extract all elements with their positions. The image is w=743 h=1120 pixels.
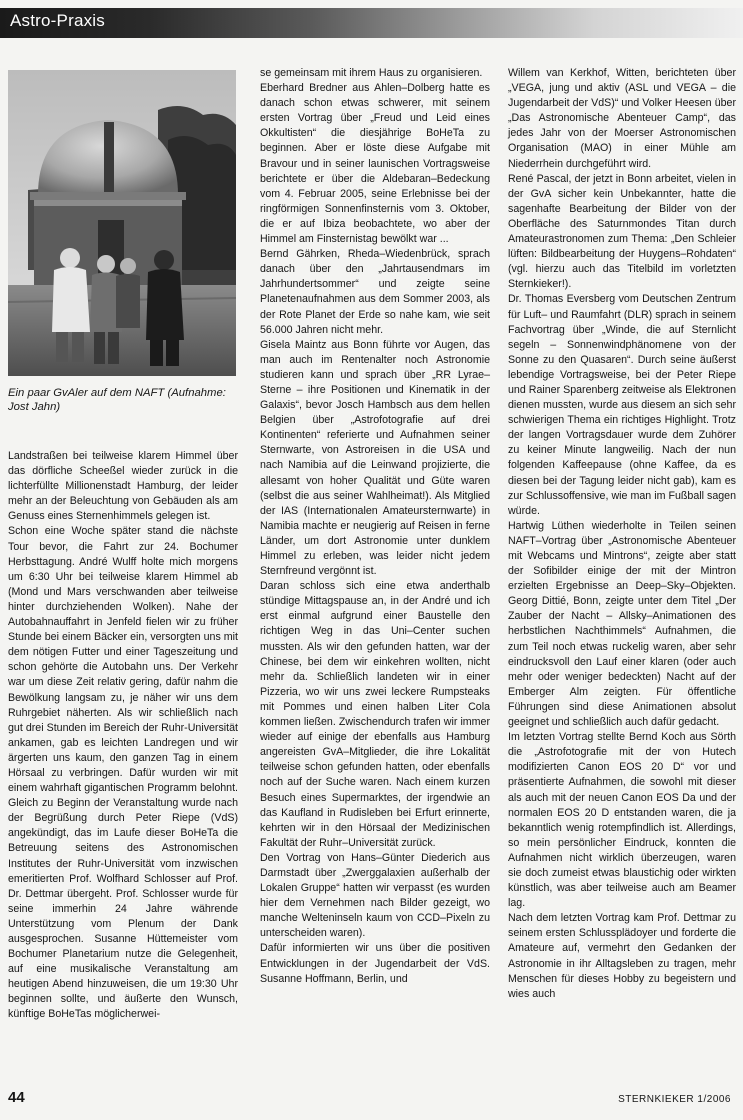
text-column-1 bbox=[8, 449, 238, 1023]
paragraph: Dr. Thomas Eversberg vom Deutschen Zentrum für Luft– und Raumfahrt (DLR) sprach in seinem Fachvortrag über „Winde, die auf Sternlicht segeln – Sonnenwindphänomene von der Sonne zu den Quasaren“. Durch seine äußerst lebendige Vortragsweise, bei der Peter Riepe und Rainer Sparenberg zeitweise als Elektronen dienen mussten, wurde aus diesem an sich sehr schwierigen Thema ein richtiges Highlight. Trotz der langen Vortragsdauer wurde dem Zuhörer zu keiner Minute langweilig. Nach der nun folgenden Kaffeepause (ohne Kaffee, da es diesen bei der Tagung leider nicht gab), kam es zur Schlussoffensive, wie man im Fußball sagen würde. bbox=[508, 293, 736, 517]
page-number: 44 bbox=[8, 1089, 25, 1106]
paragraph: Bernd Gährken, Rheda–Wiedenbrück, sprach danach über den „Jahrtausendmars im Jahrhundertsommer“ und zeigte seine Planetenaufnahmen aus dem Sommer 2003, als der Rote Planet der Erde so nahe kam, wie seit 56.000 Jahren nicht mehr. bbox=[260, 248, 490, 336]
publication-footer: STERNKIEKER 1/2006 bbox=[618, 1094, 731, 1105]
figure-caption: Ein paar GvAler auf dem NAFT (Aufnahme: Jost Jahn) bbox=[8, 387, 226, 414]
paragraph: Daran schloss sich eine etwa anderthalb stündige Mittagspause an, in der André und ich erst einmal aufgrund einer Baustelle den richtigen Weg in das Uni–Center suchen mussten. Als wir den gefunden hatten, war der Chinese, bei dem wir einkehren wollten, nicht mehr da. Schließlich landeten wir in einer Pizzeria, wo wir uns zwei leckere Rumpsteaks mit Pommes und einen halben Liter Cola kommen ließen. Zwischendurch trafen wir immer wieder auf einige der ebenfalls aus Hamburg angereisten GvA–Mitglieder, die ihre Lokalität teilweise schon gefunden hatten, oder ebenfalls noch auf der Suche waren. Nach einem kurzen Besuch eines Supermarktes, der irgendwie an das Kaufland in Rudisleben bei Erfurt erinnerte, kehrten wir in den Hörsaal der Medizinischen Fakultät der Ruhr–Universität zurück. bbox=[260, 580, 490, 849]
paragraph: Eberhard Bredner aus Ahlen–Dolberg hatte es danach schon etwas schwerer, mit seinem ersten Vortrag über „Freud und Leid eines Okkultisten“ die diesjährige BoHeTa zu beginnen. Aber er löste diese Aufgabe mit Bravour und in seiner launischen Vortragsweise berichtete er über die Aldebaran–Bedeckung vom 4. Februar 2005, seine Erlebnisse bei der ringförmigen Sonnenfinsternis vom 3. Oktober, die er auf Ibiza beobachtete, wo aber der Himmel am Finsternistag bewölkt war ... bbox=[260, 82, 490, 246]
text-column-3 bbox=[508, 66, 736, 1002]
section-header-bar bbox=[0, 8, 743, 38]
paragraph: Im letzten Vortrag stellte Bernd Koch aus Sörth die „Astrofotografie mit der von Hutech modifizierten Canon EOS 20 D“ vor und präsentierte Aufnahmen, die sowohl mit dieser als auch mit der neuen Canon EOS Da und der normalen EOS 20 D entstanden waren, die ja bekanntlich wenig rotempfindlich ist. Allerdings, so mein persönlicher Eindruck, konnten die Aufnahmen nicht wirklich überzeugen, waren sie doch zumeist etwas blaustichig oder wirkten künstlich, was aber teilweise auch am Beamer lag. bbox=[508, 731, 736, 910]
observatory-photo bbox=[8, 70, 236, 376]
paragraph: Dafür informierten wir uns über die positiven Entwicklungen in der Jugendarbeit der VdS. Susanne Hoffmann, Berlin, und bbox=[260, 942, 490, 985]
paragraph: Gisela Maintz aus Bonn führte vor Augen, das man auch im Rentenalter noch Astronomie studieren kann und sprach über „RR Lyrae–Sterne – ihre Positionen und Kinematik in der Galaxis“, bevor Josch Hambsch aus dem hellen Belgien über „Astrofotografie auf drei Kontinenten“ referierte und Aufnahmen seiner Sternwarte, von Astroreisen in die USA und nach Namibia auf die Leinwand projizierte, die allesamt von hoher Qualität und Güte waren (selbst die aus seiner Wahlheimat!). Als Mitglied der IAS (Internationalen Amateursternwarte) in Namibia machte er neugierig auf Reisen in ferne Länder, um dort Astronomie unter dunklem Himmel zu erleben, was leider nicht jedem Sternfreund vergönnt ist. bbox=[260, 338, 490, 578]
paragraph: se gemeinsam mit ihrem Haus zu organisieren. bbox=[260, 67, 483, 79]
paragraph: Willem van Kerkhof, Witten, berichteten über „VEGA, jung und aktiv (ASL und VEGA – die Jugendarbeit der VdS)“ und Volker Heesen über „Das Astronomische Abenteuer Camp“, das jedes Jahr von der Moerser Astronomischen Organisation (MAO) in einer Mühle am Niederrhein durchgeführt wird. bbox=[508, 67, 736, 170]
paragraph: Nach dem letzten Vortrag kam Prof. Dettmar zu seinem ersten Schlussplädoyer und forderte die Amateure auf, vermehrt den Gedanken der Astronomie in ihr Alltagsleben zu tragen, mehr Menschen für dieses Hobby zu begeistern und wies auch bbox=[508, 912, 736, 1000]
paragraph: René Pascal, der jetzt in Bonn arbeitet, vielen in der GvA sicher kein Unbekannter, hatte die sagenhafte Bearbeitung der Bilder von der Oberfläche des Saturnmondes Titan durch Amateurastronomen zum Thema: „Den Schleier lüften: Bildbearbeitung der Huygens–Rohdaten“ (vgl. hierzu auch das Titelbild im vorletzten Sternkieker!). bbox=[508, 172, 736, 291]
text-column-2 bbox=[260, 66, 490, 987]
paragraph: Schon eine Woche später stand die nächste Tour bevor, die Fahrt zur 24. Bochumer Herbsttagung. André Wulff holte mich morgens um 6:30 Uhr bei teilweise klarem Himmel ab (Mond und Mars verschwanden aber teilweise hinter durchziehenden Wolken). Nahe der Autobahnauffahrt in Jenfeld fielen wir zu früher Stunde bei einem Bäcker ein, versorgten uns mit dem nötigen Futter und einer Tageszeitung und schon gehörte die Autobahn uns. Der Verkehr war um diese Zeit relativ gering, dafür nahm die Bewölkung langsam zu, je näher wir uns dem Ruhrgebiet näherten. Als wir schließlich nach gut drei Stunden im Bereich der Ruhr-Universität ankamen, gab es leichten Landregen und wir ärgerten uns kaum, den ganzen Tag in einem Hörsaal zu verbringen. Dafür wurden wir mit einem wahrhaft gigantischen Programm belohnt. Gleich zu Beginn der Veranstaltung wurde nach der Begrüßung durch Peter Riepe (VdS) angekündigt, das im Laufe dieser BoHeTa die Betreuung seitens des Astronomischen Institutes der Ruhr-Universität vom inzwischen emeritierten Prof. Wolfhard Schlosser auf Prof. Dr. Dettmar übergeht. Prof. Schlosser wurde für seine immerhin 24 Jahre währende Unterstützung vom Plenum der Dank ausgesprochen. Susanne Hüttemeister vom Bochumer Planetarium nutze die Gelegenheit, auf eine musikalische Veranstaltung am heutigen Abend hinzuweisen, die um 19:30 Uhr beginnen sollte, und äußerte den Wunsch, künftige BoHeTas möglicherwei- bbox=[8, 525, 238, 1021]
paragraph: Hartwig Lüthen wiederholte in Teilen seinen NAFT–Vortrag über „Astronomische Abenteuer mit Webcams und Mintrons“, zeigte aber statt der Sofibilder einige der mit der Mintron erzielten Ergebnisse an Deep–Sky–Objekten. Georg Dittié, Bonn, zeigte unter dem Titel „Der Zauber der Nacht – Allsky–Animationen des herbstlichen Nachthimmels“ Aufnahmen, die zum Teil noch etwas ruckelig waren, aber sehr eindrucksvoll den Lauf einer klaren (oder auch mehr oder weniger bedeckten) Nacht auf der Emberger Alm zeigten. Für öffentliche Führungen sind diese Animationen absolut geeignet und schließlich auch dafür gedacht. bbox=[508, 519, 736, 729]
paragraph: Den Vortrag von Hans–Günter Diederich aus Darmstadt über „Zwerggalaxien außerhalb der Lokalen Gruppe“ hatten wir verpasst (es wurden hier dem Vernehmen nach Bilder gezeigt, wo manche Welteninseln kaum von CCD–Pixeln zu unterscheiden waren). bbox=[260, 851, 490, 940]
section-title: Astro-Praxis bbox=[10, 11, 105, 30]
paragraph: Landstraßen bei teilweise klarem Himmel über das dörfliche Scheeßel wieder zurück in die lichterfüllte Millionenstadt Hamburg, der leider mehr an der Beleuchtung von Gebäuden als am Genuss eines Sternenhimmels gelegen ist. bbox=[8, 450, 238, 523]
